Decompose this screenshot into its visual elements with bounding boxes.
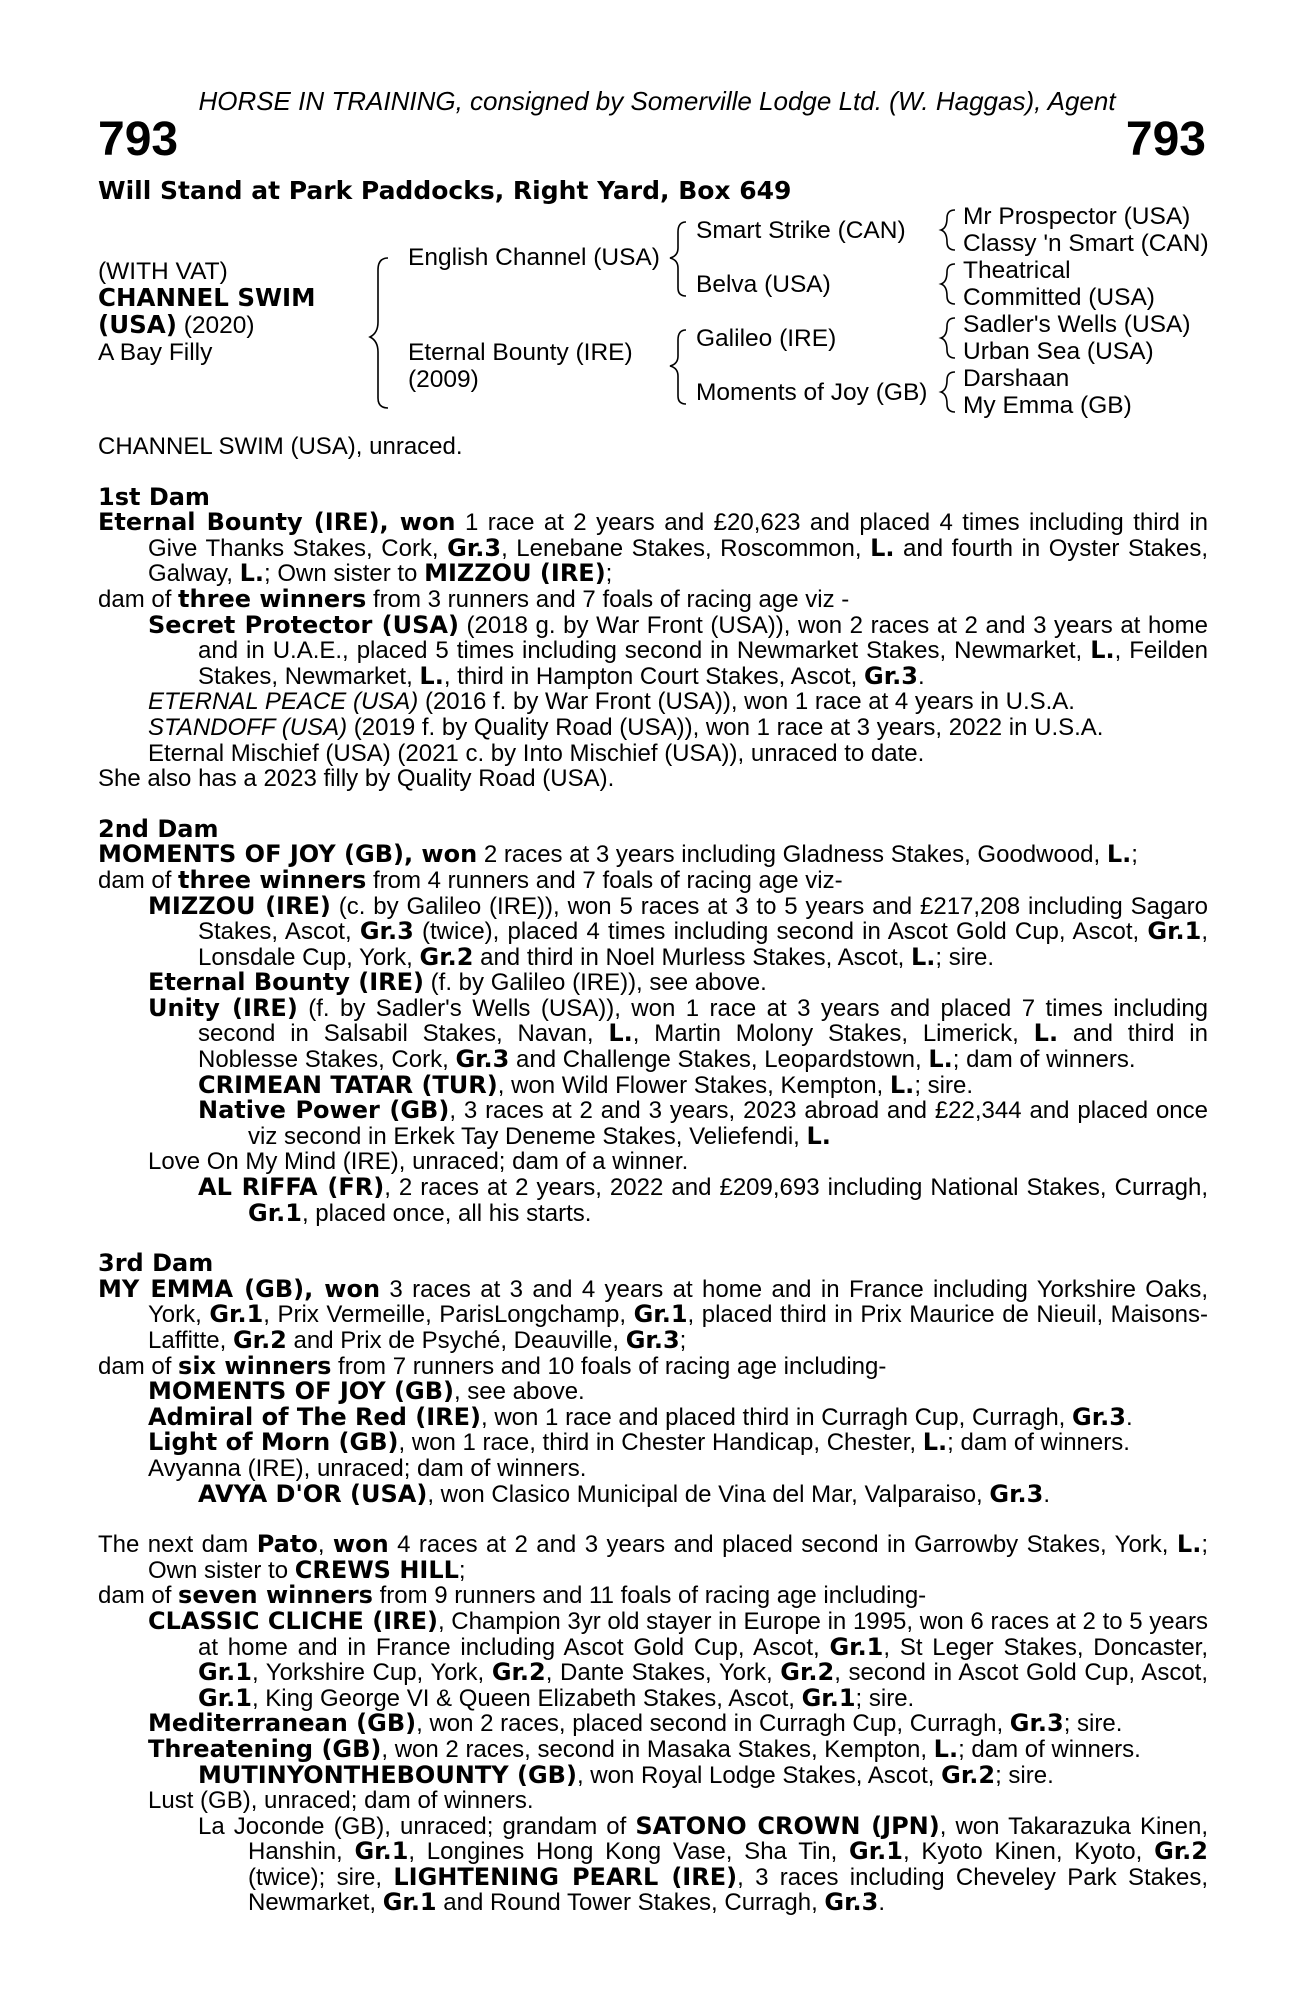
sire-dam: Belva (USA) bbox=[696, 271, 831, 298]
produce-secret-protector: Secret Protector (USA) (2018 g. by War Front (USA)), won 2 races at 2 and 3 years at home and in U.A.E., placed 5 times including second in Newmarket Stakes, Newmarket, L., Feilden Stakes, Newmarket, L., third in Hampton Court Stakes, Ascot, Gr.3. bbox=[148, 610, 1208, 690]
produce-standoff: STANDOFF (USA) (2019 f. by Quality Road (USA)), won 1 race at 3 years, 2022 in U.S.A. bbox=[148, 713, 1104, 741]
first-dam-produce-summary: dam of three winners from 3 runners and 7 foals of racing age viz - bbox=[98, 584, 850, 613]
produce-classic-cliche: CLASSIC CLICHE (IRE), Champion 3yr old stayer in Europe in 1995, won 6 races at 2 to 5 years at home and in France including Ascot Gold Cup, Ascot, Gr.1, St Leger Stakes, Doncaster, Gr.1, Yorkshire Cup, York, Gr.2, Dante Stakes, York, Gr.2, second in Ascot Gold Cup, Ascot, Gr.1, King George VI & Queen Elizabeth Stakes, Ascot, Gr.1; sire. bbox=[148, 1606, 1208, 1712]
dam-year: (2009) bbox=[408, 366, 479, 393]
produce-la-joconde: La Joconde (GB), unraced; grandam of SATONO CROWN (JPN), won Takarazuka Kinen, Hanshin, Gr.1, Longines Hong Kong Vase, Sha Tin, Gr.1, Kyoto Kinen, Kyoto, Gr.2 (twice); sire, LIGHTENING PEARL (IRE), 3 races including Cheveley Park Stakes, Newmarket, Gr.1 and Round Tower Stakes, Curragh, Gr.3. bbox=[198, 1811, 1209, 1917]
consignment-line: HORSE IN TRAINING, consigned by Somerville Lodge Ltd. (W. Haggas), Agent bbox=[198, 86, 1116, 116]
stand-location: Will Stand at Park Paddocks, Right Yard, Box 649 bbox=[98, 176, 792, 205]
sire: English Channel (USA) bbox=[408, 244, 660, 271]
first-dam-heading: 1st Dam bbox=[98, 482, 210, 511]
dam-sire: Galileo (IRE) bbox=[696, 325, 837, 352]
produce-eternal-mischief: Eternal Mischief (USA) (2021 c. by Into Mischief (USA)), unraced to date. bbox=[148, 739, 925, 767]
next-dam-produce-summary: dam of seven winners from 9 runners and 11 foals of racing age including- bbox=[98, 1581, 927, 1610]
intro-line: CHANNEL SWIM (USA), unraced. bbox=[98, 433, 463, 460]
next-dam-entry: The next dam Pato, won 4 races at 2 and 3 years and placed second in Garrowby Stakes, York, L.; Own sister to CREWS HILL; bbox=[98, 1530, 1208, 1584]
produce-eternal-peace: ETERNAL PEACE (USA) (2016 f. by War Front (USA)), won 1 race at 4 years in U.S.A. bbox=[148, 688, 1075, 716]
dam: Eternal Bounty (IRE) bbox=[408, 339, 633, 366]
pedigree-notes bbox=[98, 434, 1208, 1916]
pedigree-braces bbox=[0, 0, 1314, 440]
produce-admiral-of-the-red: Admiral of The Red (IRE), won 1 race and placed third in Curragh Cup, Curragh, Gr.3. bbox=[148, 1402, 1133, 1431]
horse-description: A Bay Filly bbox=[98, 339, 213, 366]
produce-moments-of-joy: MOMENTS OF JOY (GB), see above. bbox=[148, 1377, 585, 1406]
dam-dam: Moments of Joy (GB) bbox=[696, 379, 928, 406]
second-dam-produce-summary: dam of three winners from 4 runners and 7 foals of racing age viz- bbox=[98, 865, 843, 894]
produce-lust: Lust (GB), unraced; dam of winners. bbox=[148, 1787, 534, 1815]
gen3-3: Theatrical bbox=[963, 257, 1071, 284]
first-dam-entry: Eternal Bounty (IRE), won 1 race at 2 years and £20,623 and placed 4 times including third in Give Thanks Stakes, Cork, Gr.3, Lenebane Stakes, Roscommon, L. and fourth in Oyster Stakes, Galway, L.; Own sister to MIZZOU (IRE); bbox=[98, 508, 1209, 588]
sire-sire: Smart Strike (CAN) bbox=[696, 217, 906, 244]
vat-note: (WITH VAT) bbox=[98, 258, 228, 285]
produce-unity: Unity (IRE) (f. by Sadler's Wells (USA)), won 1 race at 3 years and placed 7 times including second in Salsabil Stakes, Navan, L., Martin Molony Stakes, Limerick, L. and third in Noblesse Stakes, Cork, Gr.3 and Challenge Stakes, Leopardstown, L.; dam of winners. bbox=[148, 993, 1209, 1074]
gen3-4: Committed (USA) bbox=[963, 284, 1155, 311]
second-dam-heading: 2nd Dam bbox=[98, 814, 219, 843]
produce-eternal-bounty: Eternal Bounty (IRE) (f. by Galileo (IRE)), see above. bbox=[148, 968, 767, 997]
gen3-2: Classy 'n Smart (CAN) bbox=[963, 230, 1209, 257]
second-dam-entry: MOMENTS OF JOY (GB), won 2 races at 3 years including Gladness Stakes, Goodwood, L.; bbox=[98, 840, 1138, 869]
produce-al-riffa: AL RIFFA (FR), 2 races at 2 years, 2022 and £209,693 including National Stakes, Curragh, Gr.1, placed once, all his starts. bbox=[198, 1173, 1208, 1227]
lot-number-right: 793 bbox=[1125, 113, 1206, 166]
produce-light-of-morn: Light of Morn (GB), won 1 race, third in Chester Handicap, Chester, L.; dam of winners. bbox=[148, 1428, 1130, 1457]
gen3-8: My Emma (GB) bbox=[963, 392, 1132, 419]
gen3-1: Mr Prospector (USA) bbox=[963, 203, 1191, 230]
produce-threatening: Threatening (GB), won 2 races, second in Masaka Stakes, Kempton, L.; dam of winners. bbox=[148, 1734, 1141, 1763]
gen3-5: Sadler's Wells (USA) bbox=[963, 311, 1191, 338]
produce-mutinyonthebounty: MUTINYONTHEBOUNTY (GB), won Royal Lodge Stakes, Ascot, Gr.2; sire. bbox=[198, 1760, 1054, 1789]
produce-native-power: Native Power (GB), 3 races at 2 and 3 years, 2023 abroad and £22,344 and placed once viz second in Erkek Tay Deneme Stakes, Veliefendi, L. bbox=[198, 1096, 1209, 1150]
horse-name: CHANNEL SWIM bbox=[98, 283, 316, 312]
produce-love-on-my-mind: Love On My Mind (IRE), unraced; dam of a winner. bbox=[148, 1148, 689, 1176]
produce-avya-dor: AVYA D'OR (USA), won Clasico Municipal de Vina del Mar, Valparaiso, Gr.3. bbox=[198, 1479, 1051, 1508]
produce-mizzou: MIZZOU (IRE) (c. by Galileo (IRE)), won 5 races at 3 to 5 years and £217,208 including Sagaro Stakes, Ascot, Gr.3 (twice), placed 4 times including second in Ascot Gold Cup, Ascot, Gr.1, Lonsdale Cup, York, Gr.2 and third in Noel Murless Stakes, Ascot, L.; sire. bbox=[148, 891, 1208, 971]
gen3-6: Urban Sea (USA) bbox=[963, 338, 1154, 365]
gen3-7: Darshaan bbox=[963, 365, 1070, 392]
produce-avyanna: Avyanna (IRE), unraced; dam of winners. bbox=[148, 1454, 587, 1482]
third-dam-heading: 3rd Dam bbox=[98, 1249, 214, 1278]
third-dam-produce-summary: dam of six winners from 7 runners and 10 foals of racing age including- bbox=[98, 1351, 887, 1380]
horse-origin: (USA) (2020) bbox=[98, 310, 255, 339]
first-dam-footnote: She also has a 2023 filly by Quality Road (USA). bbox=[98, 765, 615, 793]
produce-mediterranean: Mediterranean (GB), won 2 races, placed second in Curragh Cup, Curragh, Gr.3; sire. bbox=[148, 1709, 1123, 1738]
produce-crimean-tatar: CRIMEAN TATAR (TUR), won Wild Flower Stakes, Kempton, L.; sire. bbox=[198, 1070, 973, 1099]
lot-number-left: 793 bbox=[98, 113, 179, 166]
third-dam-entry: MY EMMA (GB), won 3 races at 3 and 4 years at home and in France including Yorkshire Oaks, York, Gr.1, Prix Vermeille, ParisLongchamp, Gr.1, placed third in Prix Maurice de Nieuil, Maisons-Laffitte, Gr.2 and Prix de Psyché, Deauville, Gr.3; bbox=[98, 1274, 1209, 1354]
